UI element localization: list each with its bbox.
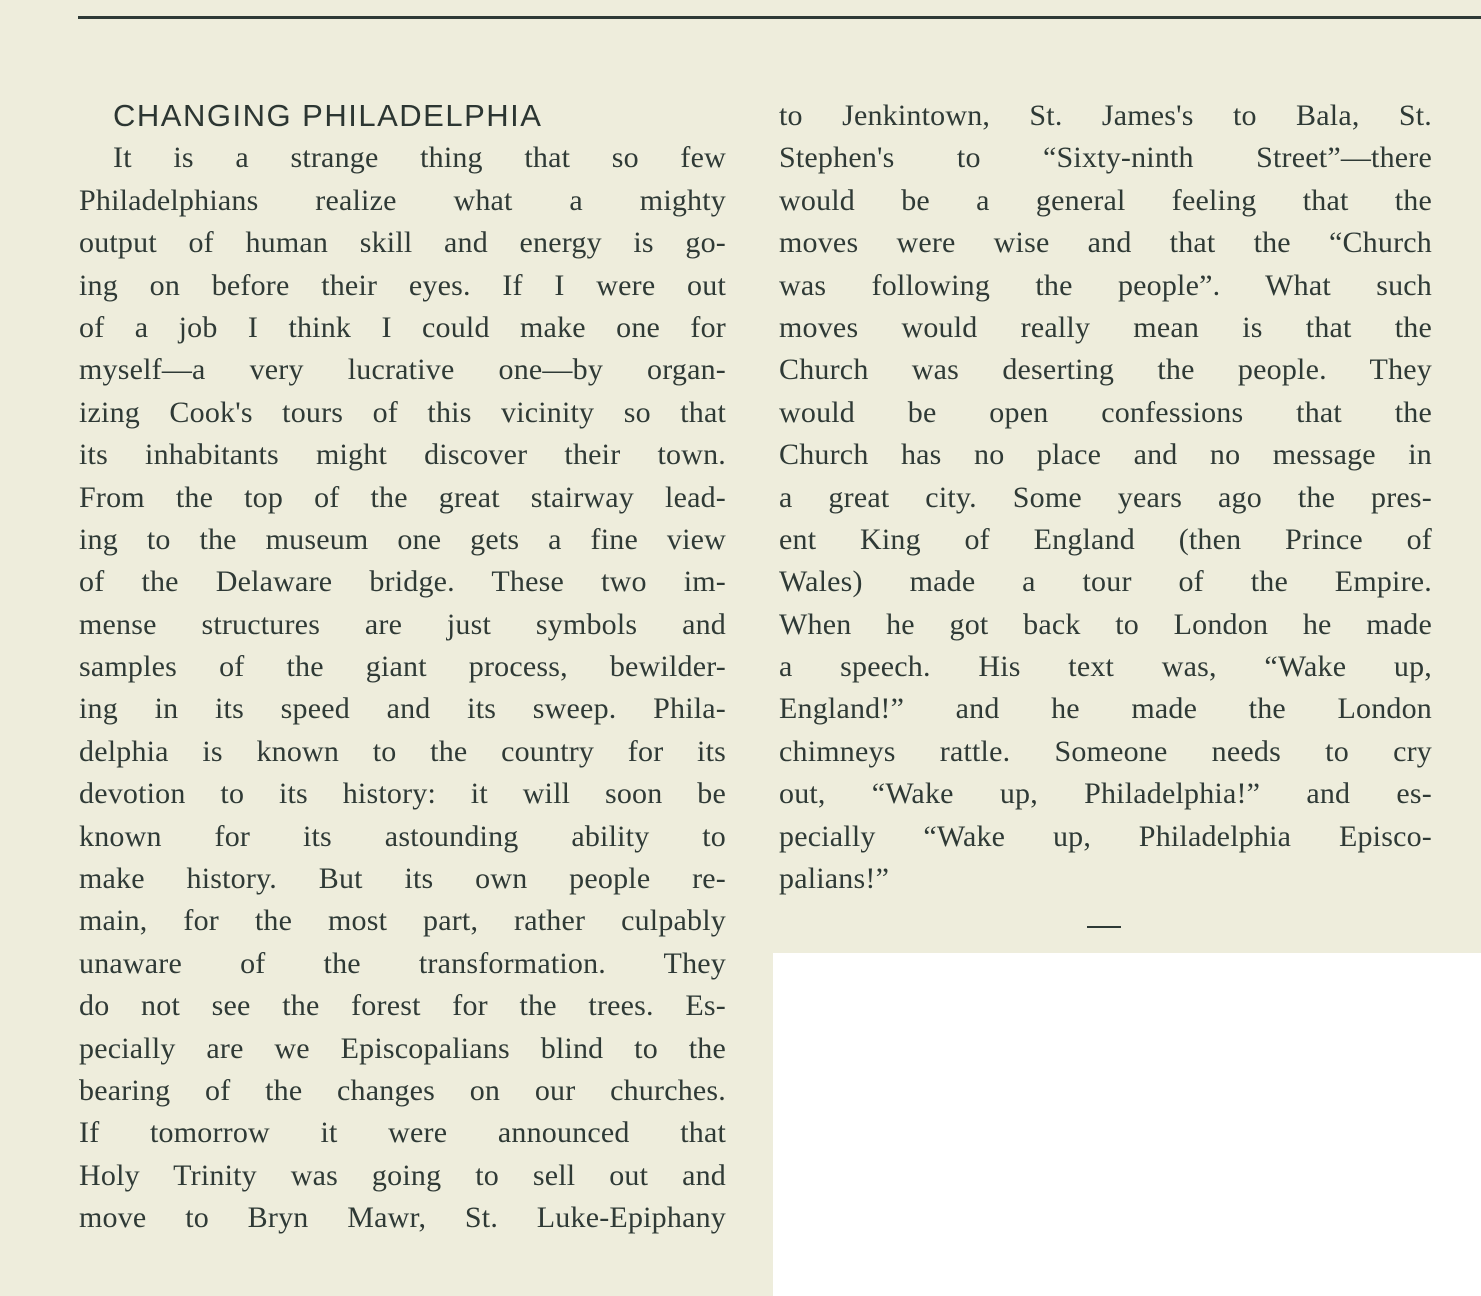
text-line: delphia is known to the country for its [79,734,726,768]
text-line: Holy Trinity was going to sell out and [79,1158,726,1192]
text-line: was following the people”. What such [779,268,1432,302]
text-line: mense structures are just symbols and [79,607,726,641]
top-rule [78,16,1481,19]
text-line: myself—a very lucrative one—by organ- [79,353,726,387]
text-line: When he got back to London he made [779,607,1432,641]
text-line: output of human skill and energy is go- [79,226,726,260]
text-line: unaware of the transformation. They [79,946,726,980]
text-line: make history. But its own people re- [79,862,726,896]
end-dash [1087,926,1121,928]
text-line: It is a strange thing that so few [113,141,726,175]
text-line: move to Bryn Mawr, St. Luke-Epiphany [79,1201,726,1235]
text-line: pecially are we Episcopalians blind to the [79,1031,726,1065]
text-line: Wales) made a tour of the Empire. [779,565,1432,599]
text-line: ent King of England (then Prince of [779,522,1432,556]
text-line: bearing of the changes on our churches. [79,1073,726,1107]
text-line: devotion to its history: it will soon be [79,777,726,811]
text-line: Church was deserting the people. They [779,353,1432,387]
text-line: of the Delaware bridge. These two im- [79,565,726,599]
text-line: moves would really mean is that the [779,310,1432,344]
text-line: ing in its speed and its sweep. Phila- [79,692,726,726]
text-line: From the top of the great stairway lead- [79,480,726,514]
right-column [779,95,1432,900]
text-line: a great city. Some years ago the pres- [779,480,1432,514]
text-line: to Jenkintown, St. James's to Bala, St. [779,99,1432,132]
text-line: would be a general feeling that the [779,183,1432,217]
text-line: do not see the forest for the trees. Es- [79,989,726,1023]
text-line: pecially “Wake up, Philadelphia Episco- [779,819,1432,853]
left-column-lines [79,137,726,1239]
text-line: out, “Wake up, Philadelphia!” and es- [779,777,1432,811]
text-line: ing to the museum one gets a fine view [79,522,726,556]
text-line: would be open confessions that the [779,395,1432,429]
text-line: its inhabitants might discover their town. [79,438,726,472]
text-line: England!” and he made the London [779,692,1432,726]
article-title: CHANGING PHILADELPHIA [113,98,543,133]
text-line: a speech. His text was, “Wake up, [779,650,1432,684]
text-line: chimneys rattle. Someone needs to cry [779,734,1432,768]
text-line: main, for the most part, rather culpably [79,904,726,938]
text-line: If tomorrow it were announced that [79,1116,726,1150]
text-line: samples of the giant process, bewilder- [79,650,726,684]
left-column [79,95,726,1240]
text-line: ing on before their eyes. If I were out [79,268,726,302]
right-column-lines [779,95,1432,900]
text-line: Church has no place and no message in [779,438,1432,472]
text-line: moves were wise and that the “Church [779,226,1432,260]
text-line: Stephen's to “Sixty-ninth Street”—there [779,141,1432,175]
text-line: of a job I think I could make one for [79,310,726,344]
text-line: izing Cook's tours of this vicinity so that [79,395,726,429]
text-line: known for its astounding ability to [79,819,726,853]
text-line: Philadelphians realize what a mighty [79,183,726,217]
text-line: palians!” [779,862,890,896]
